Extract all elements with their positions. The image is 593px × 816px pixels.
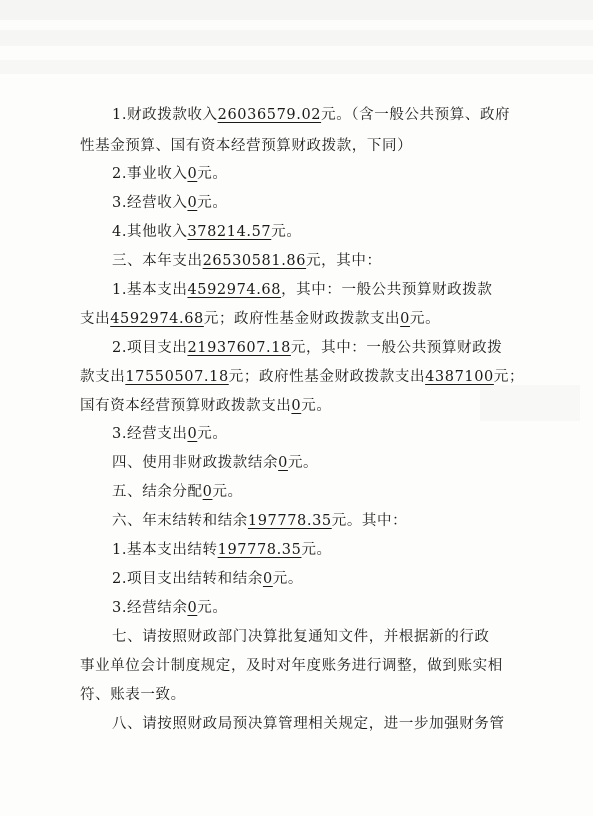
text: 3.经营结余 (112, 600, 188, 616)
text: 1.基本支出 (112, 282, 188, 298)
text: 4.其他收入 (112, 224, 188, 240)
paragraph-line (112, 627, 552, 647)
paragraph-line (112, 193, 552, 213)
paragraph-line (112, 164, 552, 184)
text: 三、本年支出 (112, 253, 203, 269)
amount: 21937607.18 (187, 340, 291, 356)
scan-artifact (0, 0, 593, 20)
text: 七、请按照财政部门决算批复通知文件，并根据新的行政 (112, 629, 490, 645)
paragraph-line (80, 656, 550, 676)
text: 元。 (287, 455, 319, 471)
paragraph-line (80, 367, 550, 387)
text: 元。 (409, 311, 441, 327)
text: 1.财政拨款收入 (112, 107, 218, 123)
amount: 0 (262, 571, 273, 587)
text: 款支出 (80, 369, 126, 385)
amount: 26036579.02 (217, 107, 322, 123)
text: 元； (493, 369, 525, 385)
text: 元。 (271, 224, 302, 240)
text: 元；政府性基金财政拨款支出 (203, 311, 401, 327)
paragraph-line (112, 222, 552, 242)
text: 元。 (197, 195, 228, 211)
text: 国有资本经营预算财政拨款支出 (80, 398, 292, 414)
text: 支出 (80, 311, 111, 327)
amount: 378214.57 (187, 224, 272, 240)
amount: 4592974.68 (187, 282, 282, 298)
paragraph-line (80, 685, 550, 705)
text: 元。（含一般公共预算、政府 (321, 107, 511, 123)
paragraph-line (112, 424, 552, 444)
amount: 0 (187, 166, 198, 182)
text: 2.事业收入 (112, 166, 188, 182)
text: 符、账表一致。 (80, 687, 186, 703)
amount: 26530581.86 (202, 253, 307, 269)
paragraph-line (80, 136, 550, 156)
paragraph-line (112, 598, 552, 618)
paragraph-line (112, 453, 552, 473)
paragraph-line (80, 309, 550, 329)
paragraph-line (112, 251, 552, 271)
amount: 0 (278, 455, 288, 471)
paragraph-line (112, 540, 552, 560)
text: 元。其中： (331, 513, 408, 529)
text: 元。 (272, 571, 303, 587)
text: 四、使用非财政拨款结余 (112, 455, 279, 471)
paragraph-line (112, 511, 552, 531)
text: 2.项目支出 (112, 340, 188, 356)
paragraph-line (112, 105, 552, 125)
text: 元。 (197, 600, 228, 616)
amount: 197778.35 (247, 513, 332, 529)
text: 元，其中： (306, 253, 382, 269)
amount: 4387100 (425, 369, 494, 385)
amount: 0 (291, 398, 302, 414)
text: 五、结余分配 (112, 484, 203, 500)
amount: 0 (187, 426, 198, 442)
text: 性基金预算、国有资本经营预算财政拨款，下同） (80, 138, 413, 154)
text: 事业单位会计制度规定，及时对年度账务进行调整，做到账实相 (80, 658, 503, 674)
amount: 0 (187, 195, 198, 211)
amount: 0 (202, 484, 213, 500)
text: 1.基本支出结转 (112, 542, 218, 558)
scan-artifact (0, 60, 593, 74)
text: 元；政府性基金财政拨款支出 (228, 369, 426, 385)
paragraph-line (112, 338, 552, 358)
paragraph-line (112, 569, 552, 589)
text: 元。 (301, 542, 332, 558)
text: 元。 (197, 166, 228, 182)
text: 六、年末结转和结余 (112, 513, 248, 529)
text: 3.经营收入 (112, 195, 188, 211)
text: 八、请按照财政局预决算管理相关规定，进一步加强财务管 (112, 716, 505, 732)
text: 元。 (301, 398, 332, 414)
paragraph-line (112, 482, 552, 502)
amount: 0 (187, 600, 198, 616)
text: 元。 (212, 484, 243, 500)
amount: 4592974.68 (110, 311, 204, 327)
paragraph-line (112, 714, 552, 734)
paragraph-line (112, 280, 552, 300)
text: 2.项目支出结转和结余 (112, 571, 263, 587)
amount: 17550507.18 (125, 369, 229, 385)
paragraph-line (80, 396, 550, 416)
amount: 197778.35 (217, 542, 302, 558)
text: 元。 (197, 426, 228, 442)
scan-artifact (0, 30, 593, 46)
text: 3.经营支出 (112, 426, 188, 442)
text: 元，其中：一般公共预算财政拨 (290, 340, 503, 356)
text: ，其中：一般公共预算财政拨款 (281, 282, 493, 298)
amount: 0 (400, 311, 410, 327)
